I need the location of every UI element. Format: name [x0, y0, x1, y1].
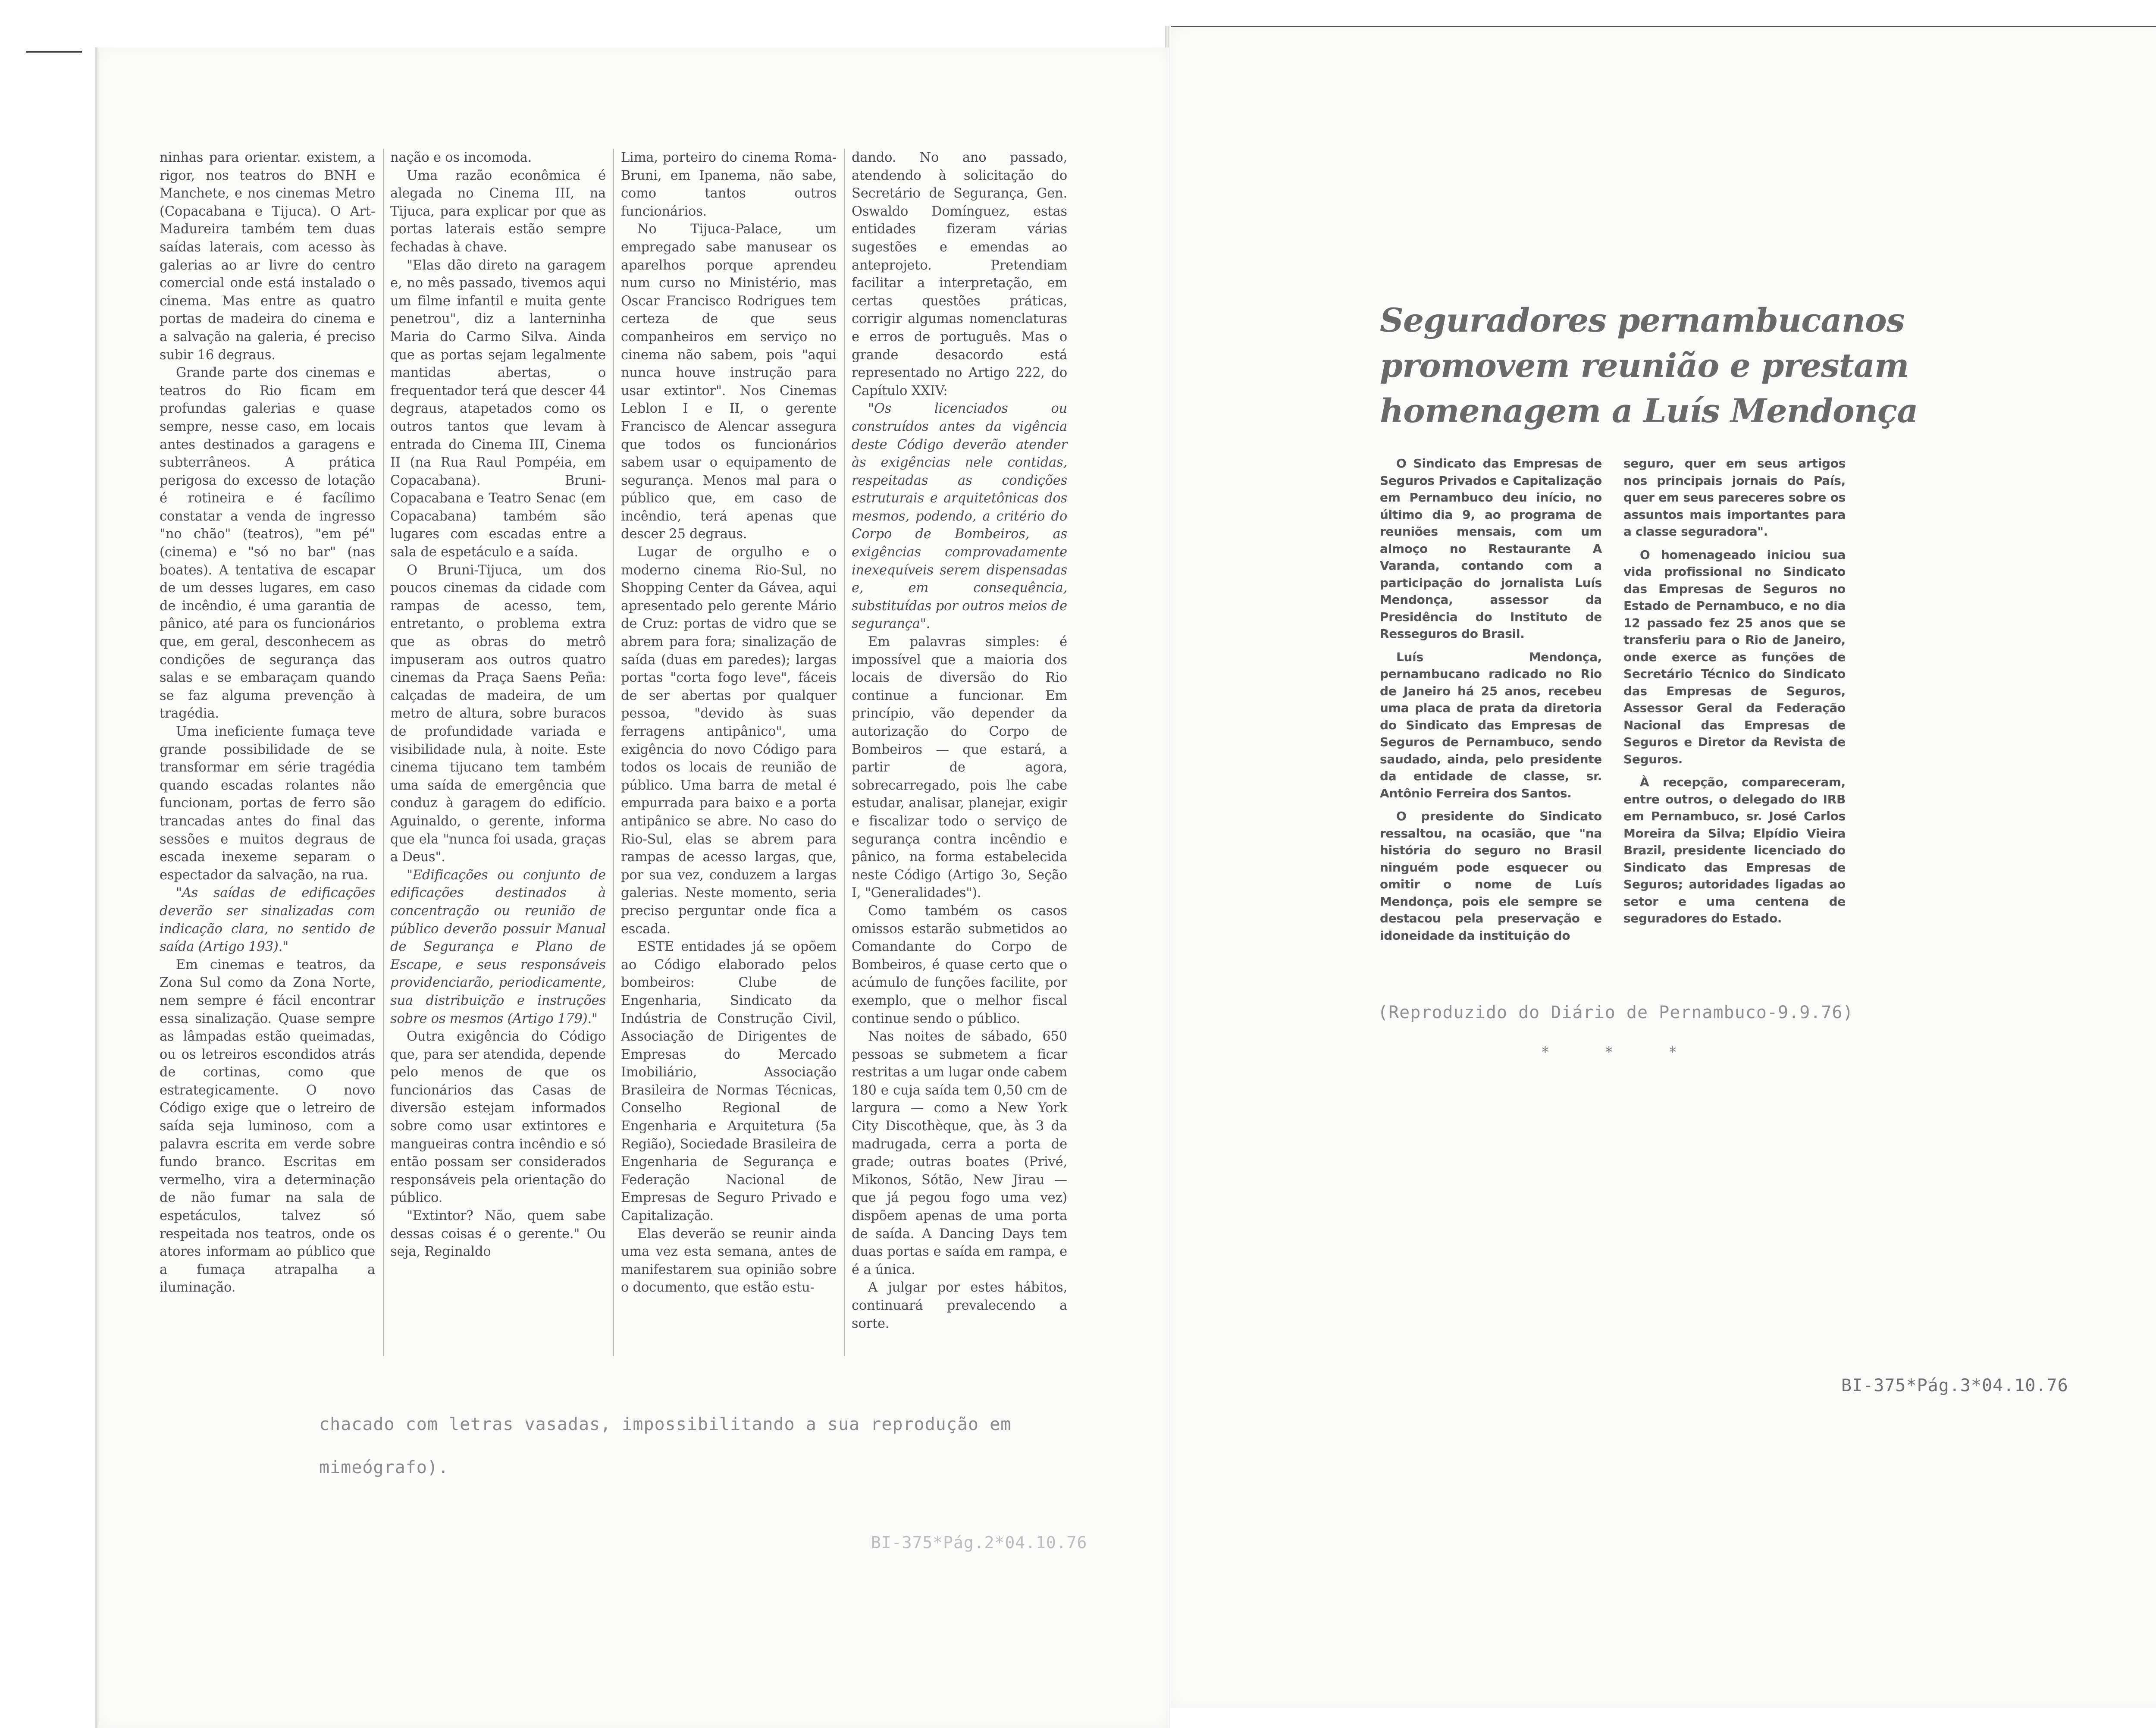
article-paragraph: "Extintor? Não, quem sabe dessas coisas é o gerente." Ou seja, Reginaldo: [390, 1208, 606, 1260]
article-paragraph: No Tijuca-Palace, um empregado sabe manusear os aparelhos porque aprendeu num curso no Ministério, mas Oscar Francisco Rodrigues tem certeza de que seus companheiros em serviço no cinema não sabem, pois "aqui nunca houve instrução para usar extintor". Nos Cinemas Leblon I e II, o gerente Francisco de Alencar assegura que todos os funcionários sabem usar o equipamento de segurança. Menos mal para o público que, em caso de incêndio, terá apenas que descer 25 degraus.: [621, 222, 837, 542]
news-paragraph: O Sindicato das Empresas de Seguros Privados e Capitalização em Pernambuco deu início, no último dia 9, ao programa de reuniões mensais, com um almoço no Restaurante A Varanda, contando com a participação do jornalista Luís Mendonça, assessor da Presidência do Instituto de Resseguros do Brasil.: [1380, 456, 1602, 641]
typed-note-line-1: chacado com letras vasadas, impossibilitando a sua reprodução em: [319, 1414, 1012, 1434]
article-paragraph: A julgar por estes hábitos, continuará prevalecendo a sorte.: [852, 1280, 1067, 1331]
news-paragraph: seguro, quer em seus artigos nos principais jornais do País, quer em seus pareceres sobre os assuntos mais importantes para a classe seguradora".: [1623, 456, 1846, 539]
article-paragraph: Como também os casos omissos estarão submetidos ao Comandante do Corpo de Bombeiros, é quase certo que o acúmulo de funções facilite, por exemplo, que o melhor fiscal continue sendo o público.: [852, 903, 1067, 1026]
article-paragraph: Em cinemas e teatros, da Zona Sul como da Zona Norte, nem sempre é fácil encontrar essa sinalização. Quase sempre as lâmpadas estão queimadas, ou os letreiros escondidos atrás de cortinas, como que estrategicamente. O novo Código exige que o letreiro de saída seja luminoso, com a palavra escrita em verde sobre fundo branco. Escritas em vermelho, vira a determinação de não fumar na sala de espetáculos, talvez só respeitada nos teatros, onde os atores informam ao público que a fumaça atrapalha a iluminação.: [160, 957, 375, 1295]
article-paragraph: dando. No ano passado, atendendo à solicitação do Secretário de Segurança, Gen. Oswaldo Domínguez, estas entidades fizeram várias sugestões e emendas ao anteprojeto. Pretendiam facilitar a interpretação, em certas questões práticas, corrigir algumas nomenclaturas e erros de português. Mas o grande desacordo está representado no Artigo 222, do Capítulo XXIV:: [852, 150, 1067, 398]
article-column-2: [390, 149, 606, 1261]
article-paragraph: Outra exigência do Código que, para ser atendida, depende pelo menos de que os funcionários das Casas de diversão estejam informados sobre como usar extintores e mangueiras contra incêndio e só então possam ser considerados responsáveis pela orientação do público.: [390, 1029, 606, 1206]
news-paragraph: O presidente do Sindicato ressaltou, na ocasião, que "na história do seguro no Brasil ninguém pode esquecer ou omitir o nome de Luís Mendonça, pois ele sempre se destacou pela preservação e idoneidade da instituição do: [1380, 809, 1602, 943]
headline-line-2: promovem reunião e prestam: [1380, 346, 1909, 385]
article-paragraph: ESTE entidades já se opõem ao Código elaborado pelos bombeiros: Clube de Engenharia, Sindicato da Indústria de Construção Civil, Associação de Dirigentes de Empresas do Mercado Imobiliário, Associação Brasileira de Normas Técnicas, Conselho Regional de Engenharia e Arquitetura (5a Região), Sociedade Brasileira de Engenharia de Segurança e Federação Nacional de Empresas de Seguro Privado e Capitalização.: [621, 939, 837, 1224]
source-citation: (Reproduzido do Diário de Pernambuco-9.9.76): [1378, 1003, 1854, 1022]
right-page-reference: BI-375*Pág.3*04.10.76: [1841, 1376, 2068, 1396]
news-paragraph: Luís Mendonça, pernambucano radicado no Rio de Janeiro há 25 anos, recebeu uma placa de prata da diretoria do Sindicato das Empresas de Seguros de Pernambuco, sendo saudado, ainda, pelo presidente da entidade de classe, sr. Antônio Ferreira dos Santos.: [1380, 649, 1602, 800]
top-left-rule: [26, 51, 82, 53]
article-paragraph: "Elas dão direto na garagem e, no mês passado, tivemos aqui um filme infantil e muita gente penetrou", diz a lanterninha Maria do Carmo Silva. Ainda que as portas sejam legalmente mantidas abertas, o frequentador terá que descer 44 degraus, atapetados como os outros tantos que levam à entrada do Cinema III, Cinema II (na Rua Raul Pompéia, em Copacabana). Bruni-Copacabana e Teatro Senac (em Copacabana) também são lugares com escadas entre a sala de espetáculo e a saída.: [390, 257, 606, 560]
article-column-4: [852, 149, 1067, 1333]
left-page-reference: BI-375*Pág.2*04.10.76: [871, 1533, 1087, 1552]
headline-line-3: homenagem a Luís Mendonça: [1380, 392, 1918, 430]
news-paragraph: À recepção, compareceram, entre outros, o delegado do IRB em Pernambuco, sr. José Carlos Moreira da Silva; Elpídio Vieira Brazil, presidente licenciado do Sindicato das Empresas de Seguros; autoridades ligadas ao setor e uma centena de seguradores do Estado.: [1623, 775, 1846, 925]
column-rule: [844, 149, 845, 1356]
article-paragraph: Em palavras simples: é impossível que a maioria dos locais de diversão do Rio continue a funcionar. Em princípio, vão depender da autorização do Corpo de Bombeiros — que estará, a partir de agora, sobrecarregado, pois lhe cabe estudar, analisar, planejar, exigir e fiscalizar todo o serviço de segurança contra incêndio e pânico, na forma estabelecida neste Código (Artigo 3o, Seção I, "Generalidades").: [852, 634, 1067, 901]
article-paragraph: Lugar de orgulho e o moderno cinema Rio-Sul, no Shopping Center da Gávea, aqui apresentado pelo gerente Mário de Cruz: portas de vidro que se abrem para fora; sinalização de saída (duas em paredes); largas portas "corta fogo leve", fáceis de ser abertas por qualquer pessoa, "devido às suas ferragens antipânico", uma exigência do novo Código para todos os locais de reunião de público. Uma barra de metal é empurrada para baixo e a porta antipânico se abre. No caso do Rio-Sul, elas se abrem para rampas de acesso largas, que, por sua vez, conduzem a largas galerias. Neste momento, seria preciso perguntar onde fica a escada.: [621, 545, 837, 937]
article-paragraph: Nas noites de sábado, 650 pessoas se submetem a ficar restritas a um lugar onde cabem 180 e cuja saída tem 0,50 cm de largura — como a New York City Discothèque, que, às 3 da madrugada, cerra a porta de grade; outras boates (Privé, Mikonos, Sótão, New Jirau — que já pegou fogo uma vez) dispõem apenas de uma porta de saída. A Dancing Days tem duas portas e saída em rampa, e é a única.: [852, 1029, 1067, 1277]
section-separator-stars: * * *: [1542, 1044, 1702, 1061]
column-rule: [613, 149, 614, 1356]
news-column-2: [1623, 455, 1846, 933]
article-paragraph: "As saídas de edificações deverão ser sinalizadas com indicação clara, no sentido de saída (Artigo 193).": [160, 885, 375, 955]
typed-note-line-2: mimeógrafo).: [319, 1458, 449, 1477]
column-rule: [383, 149, 384, 1356]
article-paragraph: Lima, porteiro do cinema Roma-Bruni, em Ipanema, não sabe, como tantos outros funcionários.: [621, 150, 837, 219]
headline-line-1: Seguradores pernambucanos: [1380, 301, 1905, 339]
article-paragraph: Grande parte dos cinemas e teatros do Rio ficam em profundas galerias e quase sempre, nesse caso, em locais antes destinados a garagens e subterrâneos. A prática perigosa do excesso de lotação é rotineira e é facílimo constatar a venda de ingresso "no chão" (teatros), "em pé" (cinema) e "só no bar" (nas boates). A tentativa de escapar de um desses lugares, em caso de incêndio, é uma garantia de pânico, até para os funcionários que, em geral, desconhecem as condições de segurança das salas e se embaraçam quando se faz alguma prevenção à tragédia.: [160, 365, 375, 721]
article-paragraph: nação e os incomoda.: [390, 150, 532, 165]
news-column-1: [1380, 455, 1602, 950]
article-paragraph: O Bruni-Tijuca, um dos poucos cinemas da cidade com rampas de acesso, tem, entretanto, o problema extra que as obras do metrô impuseram aos outros quatro cinemas da Praça Saens Peña: calçadas de madeira, de um metro de altura, sobre buracos de profundidade variada e visibilidade nula, à noite. Este cinema tijucano tem também uma saída de emergência que conduz à garagem do edifício. Aguinaldo, o gerente, informa que ela "nunca foi usada, graças a Deus".: [390, 562, 606, 865]
article-paragraph: Uma razão econômica é alegada no Cinema III, na Tijuca, para explicar por que as portas laterais estão sempre fechadas à chave.: [390, 168, 606, 255]
article-paragraph: Uma ineficiente fumaça teve grande possibilidade de se transformar em série tragédia quando escadas rolantes não funcionam, portas de ferro são trancadas antes do final das sessões e muitos degraus de escada inexeme separam o espectador da salvação, na rua.: [160, 724, 375, 883]
article-paragraph: "Os licenciados ou construídos antes da vigência deste Código deverão atender às exigências nele contidas, respeitadas as condições estruturais e arquitetônicas dos mesmos, podendo, a critério do Corpo de Bombeiros, as exigências comprovadamente inexequíveis serem dispensadas e, em consequência, substituídas por outros meios de segurança".: [852, 401, 1067, 632]
news-paragraph: O homenageado iniciou sua vida profissional no Sindicato das Empresas de Seguros no Estado de Pernambuco, e no dia 12 passado fez 25 anos que se transferiu para o Rio de Janeiro, onde exerce as funções de Secretário Técnico do Sindicato das Empresas de Seguros, Assessor Geral da Federação Nacional das Empresas de Seguros e Diretor da Revista de Seguros.: [1623, 547, 1846, 766]
article-paragraph: Elas deverão se reunir ainda uma vez esta semana, antes de manifestarem sua opinião sobre o documento, que estão estu-: [621, 1226, 837, 1295]
article-headline: [1380, 298, 1918, 433]
top-right-rule: [1171, 26, 2156, 27]
article-column-3: [621, 149, 837, 1297]
article-paragraph: ninhas para orientar. existem, a rigor, nos teatros do BNH e Manchete, e nos cinemas Metro (Copacabana e Tijuca). O Art-Madureira também tem duas saídas laterais, com acesso às galerias ao ar livre do centro comercial onde está instalado o cinema. Mas entre as quatro portas de madeira do cinema e a salvação na galeria, é preciso subir 16 degraus.: [160, 150, 375, 363]
article-paragraph: "Edificações ou conjunto de edificações destinados à concentração ou reunião de público deverão possuir Manual de Segurança e Plano de Escape, e seus responsáveis providenciarão, periodicamente, sua distribuição e instruções sobre os mesmos (Artigo 179).": [390, 867, 606, 1026]
article-column-1: [160, 149, 375, 1297]
